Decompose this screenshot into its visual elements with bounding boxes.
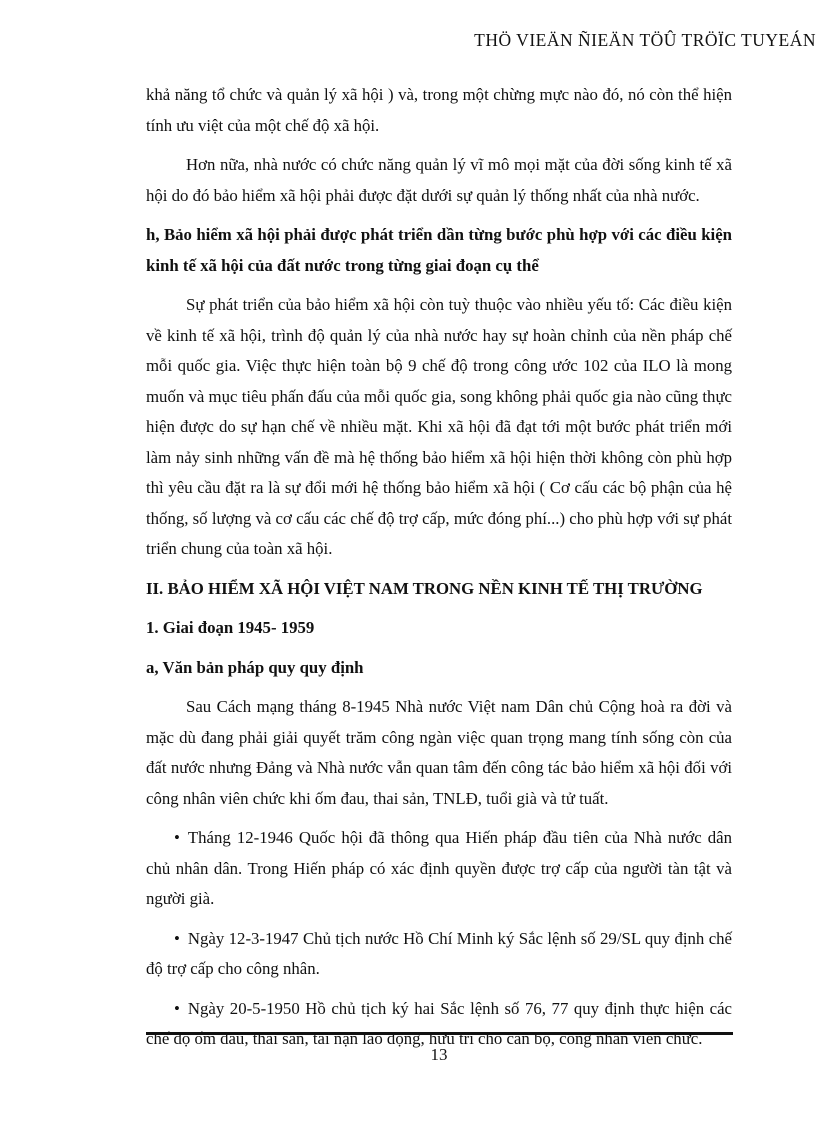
page-number [0,1045,816,1065]
subsection-heading: 1. Giai đoạn 1945- 1959 [146,618,315,637]
paragraph-continued: khả năng tổ chức và quản lý xã hội ) và, trong một chừng mực nào đó, nó còn thể hiện tính ưu việt của một chế độ xã hội. [146,85,732,135]
paragraph: Sự phát triển của bảo hiểm xã hội còn tuỳ thuộc vào nhiều yếu tố: Các điều kiện về kinh tế xã hội, trình độ quản lý của nhà nước hay sự hoàn chỉnh của nền pháp chế mỗi quốc gia. Việc thực hiện toàn bộ 9 chế độ trong công ước 102 của ILO là mong muốn và mục tiêu phấn đấu của mỗi quốc gia, song không phải quốc gia nào cũng thực hiện được do sự hạn chế về nhiều mặt. Khi xã hội đã đạt tới một bước phát triển mới làm nảy sinh những vấn đề mà hệ thống bảo hiểm xã hội hiện thời không còn phù hợp thì yêu cầu đặt ra là sự đổi mới hệ thống bảo hiểm xã hội ( Cơ cấu các bộ phận của hệ thống, số lượng và cơ cấu các chế độ trợ cấp, mức đóng phí...) cho phù hợp với sự phát triển chung của toàn xã hội. [146,295,732,558]
section-heading-h: h, Bảo hiểm xã hội phải được phát triển dần từng bước phù hợp với các điều kiện kinh tế xã hội của đất nước trong từng giai đoạn cụ thể [146,225,732,275]
bullet-icon: • [174,828,180,847]
subsection-heading-a: a, Văn bản pháp quy quy định [146,657,364,677]
bullet-icon: • [174,998,180,1018]
bullet-text: Ngày 12-3-1947 Chủ tịch nước Hồ Chí Minh ký Sắc lệnh số 29/SL quy định chế độ trợ cấp cho công nhân. [146,928,732,978]
paragraph: Hơn nữa, nhà nước có chức năng quản lý vĩ mô mọi mặt của đời sống kinh tế xã hội do đó bảo hiểm xã hội phải được đặt dưới sự quản lý thống nhất của nhà nước. [146,155,732,205]
bullet-item [146,823,732,915]
bullet-item [146,924,732,985]
bullet-text: Ngày 20-5-1950 Hồ chủ tịch ký hai Sắc lệnh số 76, 77 quy định thực hiện các chế độ ốm đau, thai sản, tai nạn lao động, hưu trí cho cán bộ, công nhân viên chức. [146,998,732,1048]
page-number-text: 13 [430,1045,448,1064]
paragraph: Sau Cách mạng tháng 8-1945 Nhà nước Việt nam Dân chủ Cộng hoà ra đời và mặc dù đang phải giải quyết trăm công ngàn việc quan trọng mang tính sống còn của đất nước nhưng Đảng và Nhà nước vẫn quan tâm đến công tác bảo hiểm xã hội đối với công nhân viên chức khi ốm đau, thai sản, TNLĐ, tuổi già và tử tuất. [146,697,732,808]
footer-rule [146,1032,733,1035]
bullet-text: Tháng 12-1946 Quốc hội đã thông qua Hiến pháp đầu tiên của Nhà nước dân chủ nhân dân. Trong Hiến pháp có xác định quyền được trợ cấp của người tàn tật và người già. [146,828,732,908]
chapter-heading: II. BẢO HIỂM XÃ HỘI VIỆT NAM TRONG NỀN KINH TẾ THỊ TRƯỜNG [146,578,703,598]
bullet-icon: • [174,928,180,948]
page-header: THÖ VIEÄN ÑIEÄN TÖÛ TRÖÏC TUYEÁN [474,30,816,50]
document-body [146,80,732,1055]
